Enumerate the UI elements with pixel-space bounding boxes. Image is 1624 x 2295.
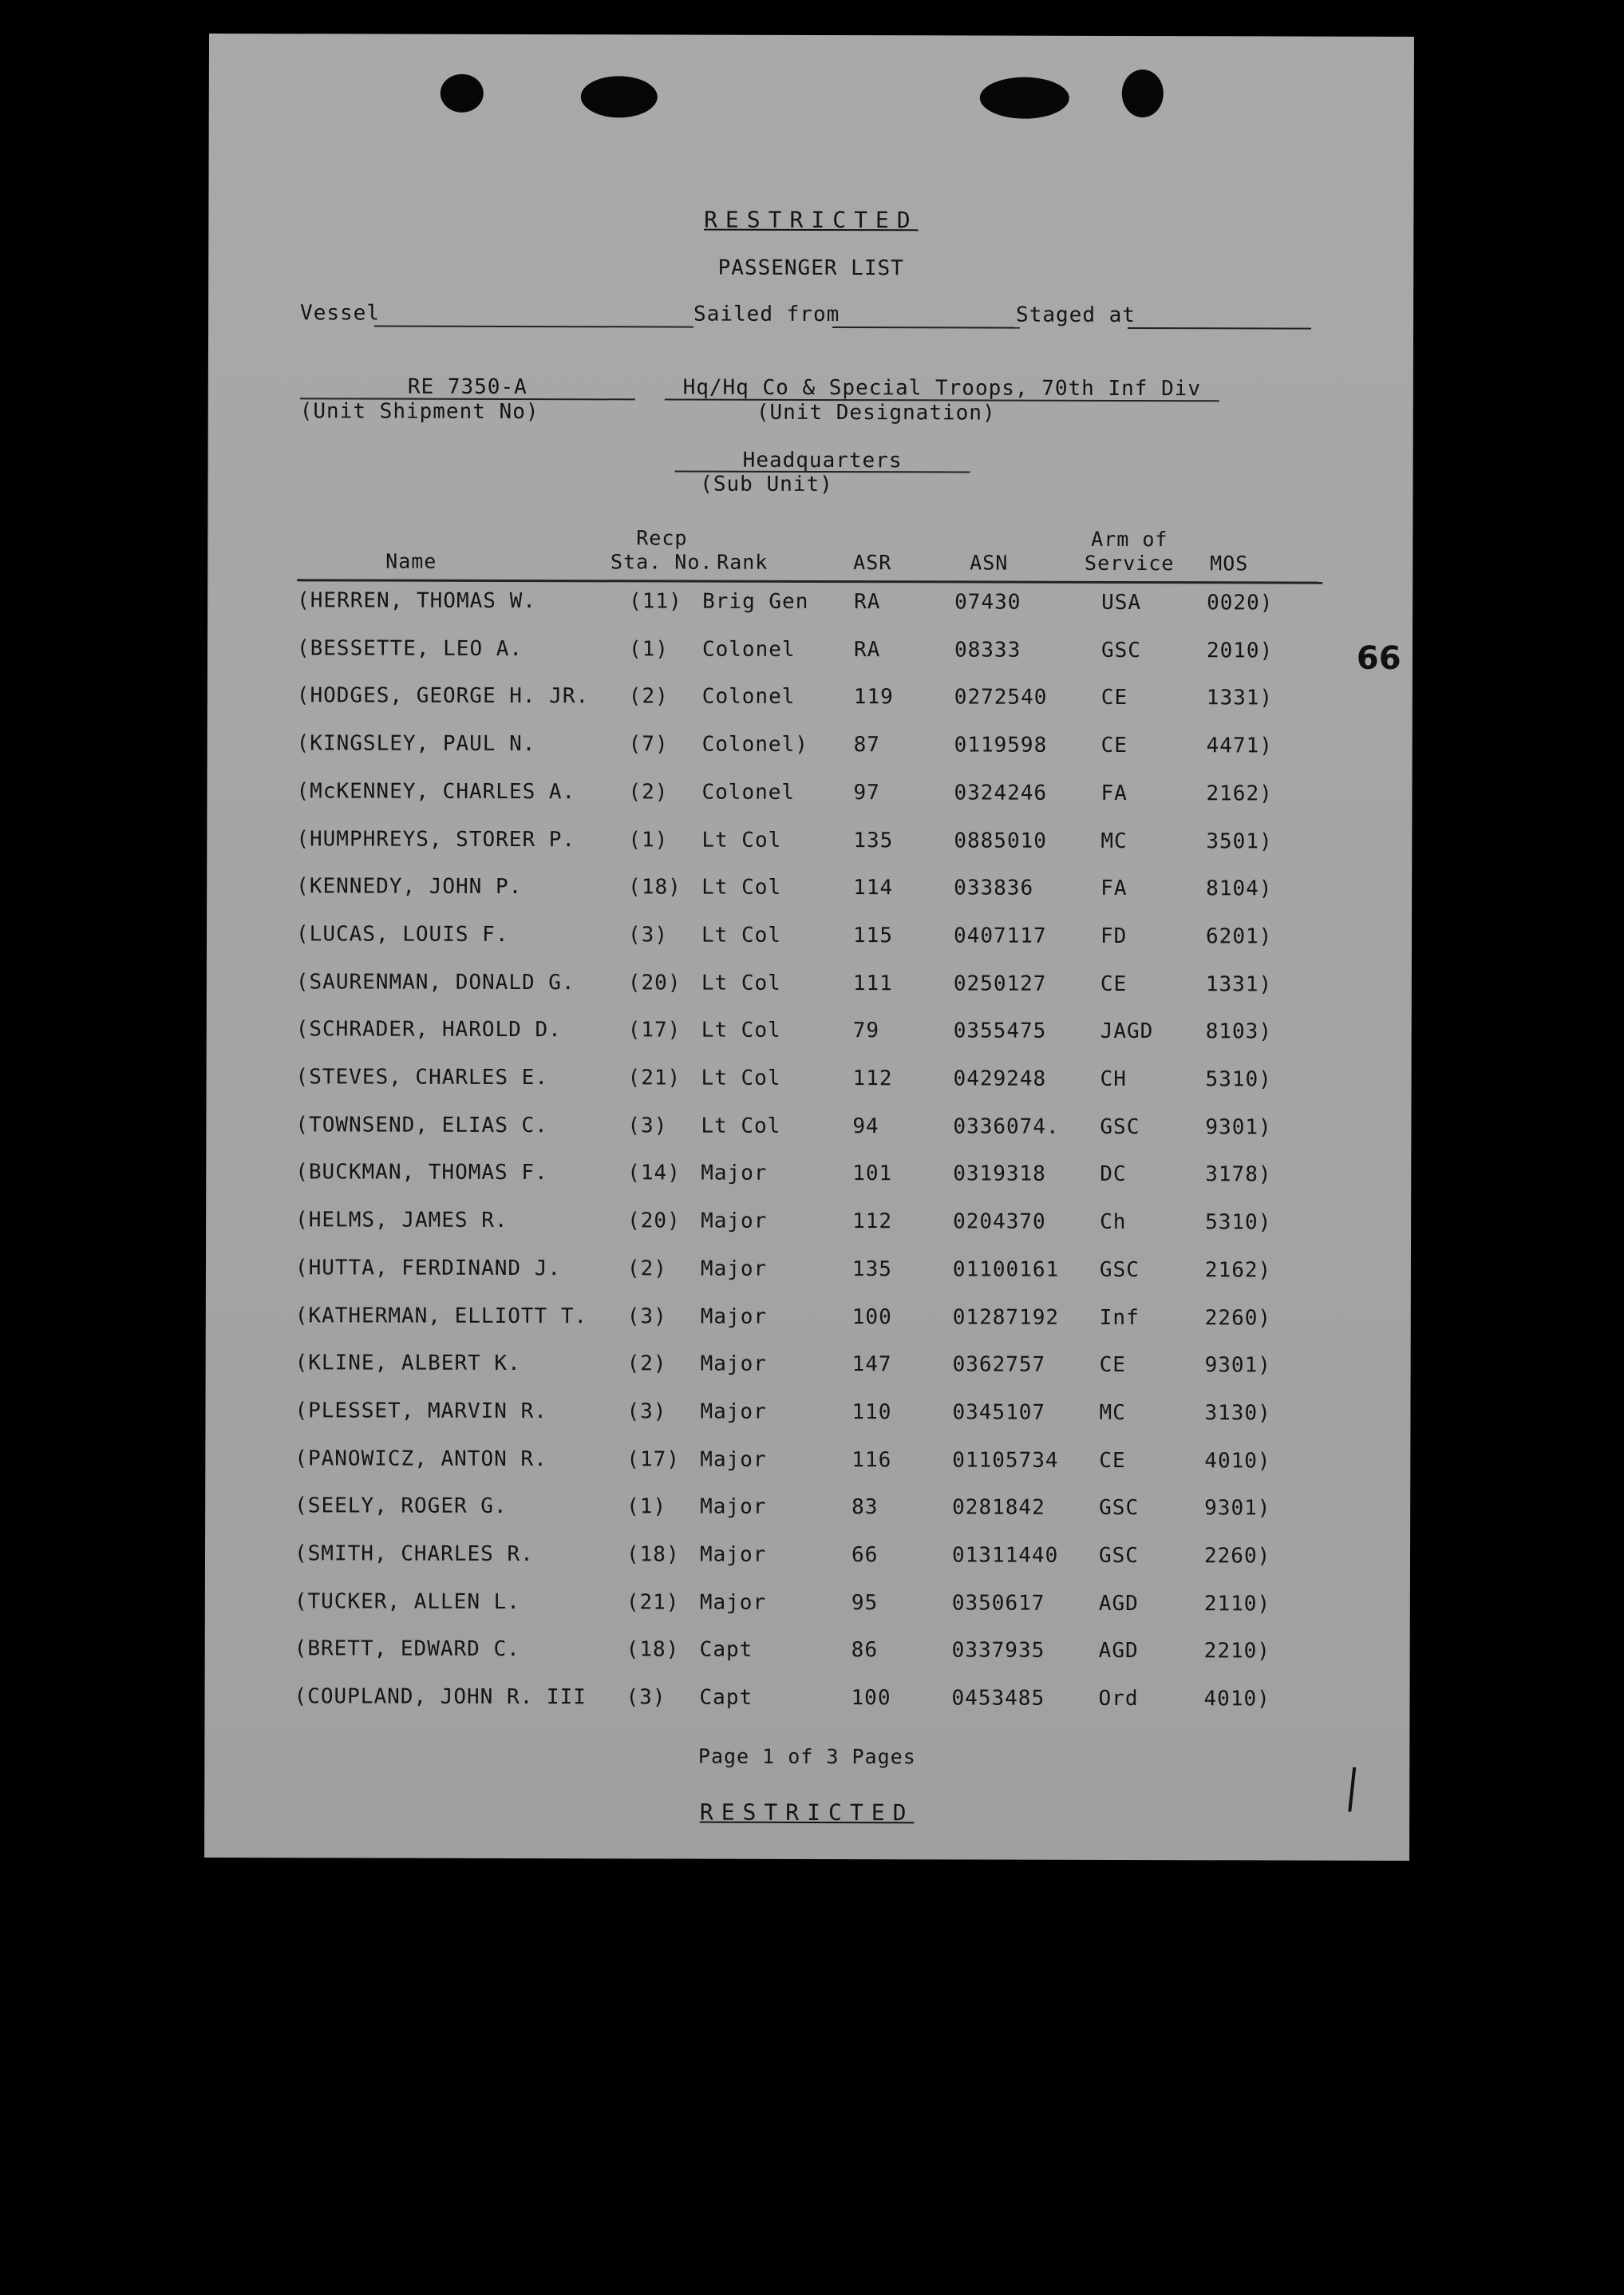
cell-name: (HODGES, GEORGE H. JR. xyxy=(296,683,590,709)
col-header-asr: ASR xyxy=(853,551,892,575)
cell-asr: 135 xyxy=(853,828,894,853)
cell-asr: 86 xyxy=(851,1638,879,1663)
cell-asn: 0407117 xyxy=(954,924,1047,948)
col-header-asn: ASN xyxy=(970,551,1009,575)
cell-asr: RA xyxy=(853,637,881,662)
table-row xyxy=(207,1065,1412,1100)
cell-rank: Major xyxy=(700,1304,768,1329)
cell-name: (KLINE, ALBERT K. xyxy=(294,1351,521,1376)
cell-arm: GSC xyxy=(1099,1496,1140,1521)
cell-mos: 8104) xyxy=(1206,876,1273,901)
unit-shipment-caption: (Unit Shipment No) xyxy=(299,399,539,425)
cell-arm: MC xyxy=(1099,1400,1126,1425)
cell-name: (TUCKER, ALLEN L. xyxy=(294,1589,521,1614)
table-row xyxy=(205,1541,1410,1577)
table-row xyxy=(206,1113,1411,1148)
unit-designation-caption: (Unit Designation) xyxy=(756,400,996,425)
table-row xyxy=(206,1351,1411,1386)
cell-arm: JAGD xyxy=(1100,1019,1154,1044)
col-header-mos: MOS xyxy=(1210,552,1249,576)
table-row xyxy=(207,826,1412,861)
cell-mos: 2260) xyxy=(1203,1544,1271,1569)
unit-designation: Hq/Hq Co & Special Troops, 70th Inf Div xyxy=(682,375,1202,402)
cell-asr: RA xyxy=(854,590,881,615)
cell-mos: 1331) xyxy=(1205,971,1273,997)
cell-arm: AGD xyxy=(1098,1591,1139,1616)
cell-asn: 01311440 xyxy=(951,1543,1059,1568)
cell-sta: (17) xyxy=(626,1446,680,1472)
cell-rank: Major xyxy=(700,1399,767,1424)
margin-page-number: 66 xyxy=(1356,639,1401,677)
cell-rank: Lt Col xyxy=(701,828,782,853)
document-page xyxy=(204,34,1414,1861)
cell-asr: 97 xyxy=(853,780,880,805)
cell-rank: Lt Col xyxy=(701,923,782,948)
cell-name: (McKENNEY, CHARLES A. xyxy=(296,779,576,805)
cell-name: (HELMS, JAMES R. xyxy=(295,1208,508,1233)
cell-sta: (2) xyxy=(628,780,669,805)
cell-name: (KENNEDY, JOHN P. xyxy=(296,874,523,900)
cell-asr: 66 xyxy=(851,1543,879,1568)
table-row xyxy=(205,1494,1410,1529)
cell-asr: 110 xyxy=(852,1400,892,1425)
cell-rank: Lt Col xyxy=(701,1018,781,1043)
table-row xyxy=(207,636,1413,671)
cell-asn: 0336074. xyxy=(953,1114,1060,1139)
cell-asn: 0350617 xyxy=(951,1591,1045,1616)
cell-name: (PANOWICZ, ANTON R. xyxy=(294,1446,547,1471)
cell-rank: Lt Col xyxy=(701,875,782,900)
cell-mos: 2162) xyxy=(1206,781,1273,806)
cell-mos: 4471) xyxy=(1206,734,1273,758)
cell-name: (SCHRADER, HAROLD D. xyxy=(295,1017,562,1043)
cell-mos: 2260) xyxy=(1204,1305,1272,1330)
cell-sta: (21) xyxy=(626,1590,680,1615)
cell-asr: 79 xyxy=(852,1019,880,1043)
cell-mos: 4010) xyxy=(1203,1687,1270,1711)
cell-asr: 87 xyxy=(853,733,881,758)
cell-rank: Major xyxy=(700,1256,768,1281)
table-row xyxy=(207,1017,1412,1052)
cell-arm: GSC xyxy=(1098,1543,1140,1569)
cell-rank: Colonel xyxy=(701,685,796,710)
cell-asn: 0355475 xyxy=(953,1019,1047,1044)
cell-arm: CE xyxy=(1100,971,1128,996)
cell-mos: 4010) xyxy=(1204,1448,1271,1474)
cell-asn: 0453485 xyxy=(951,1686,1045,1711)
cell-asn: 0272540 xyxy=(954,685,1048,710)
cell-rank: Colonel xyxy=(701,780,796,805)
document-title: PASSENGER LIST xyxy=(717,255,904,281)
cell-sta: (20) xyxy=(627,970,682,995)
cell-name: (BRETT, EDWARD C. xyxy=(294,1636,520,1662)
cell-asn: 0250127 xyxy=(953,971,1047,996)
cell-asr: 119 xyxy=(853,685,894,710)
table-row xyxy=(206,1208,1411,1243)
cell-name: (HERREN, THOMAS W. xyxy=(297,588,536,614)
cell-name: (TOWNSEND, ELIAS C. xyxy=(295,1112,548,1138)
cell-sta: (1) xyxy=(628,827,669,853)
cell-mos: 2110) xyxy=(1203,1591,1271,1616)
cell-mos: 2210) xyxy=(1203,1639,1271,1664)
cell-mos: 6201) xyxy=(1206,924,1273,949)
cell-name: (COUPLAND, JOHN R. III xyxy=(294,1684,587,1710)
cell-rank: Major xyxy=(701,1209,768,1233)
col-header-name: Name xyxy=(385,549,437,573)
cell-asn: 01105734 xyxy=(952,1448,1059,1473)
cell-sta: (14) xyxy=(627,1161,681,1185)
cell-asr: 111 xyxy=(852,971,893,995)
staged-at-label: Staged at xyxy=(1016,303,1136,328)
cell-arm: Ch xyxy=(1100,1210,1127,1235)
cell-sta: (2) xyxy=(626,1256,667,1281)
cell-name: (BUCKMAN, THOMAS F. xyxy=(295,1160,548,1185)
cell-sta: (1) xyxy=(626,1494,667,1519)
table-row xyxy=(206,1256,1411,1291)
cell-asr: 147 xyxy=(852,1352,892,1377)
table-row xyxy=(207,779,1412,814)
cell-asr: 95 xyxy=(851,1590,879,1615)
cell-arm: DC xyxy=(1100,1162,1127,1187)
cell-sta: (3) xyxy=(628,923,669,948)
cell-mos: 9301) xyxy=(1204,1496,1271,1521)
cell-sta: (3) xyxy=(626,1685,666,1710)
table-row xyxy=(207,970,1412,1005)
cell-sta: (17) xyxy=(627,1018,682,1043)
cell-rank: Major xyxy=(700,1351,767,1377)
cell-arm: FA xyxy=(1100,781,1128,805)
cell-arm: AGD xyxy=(1098,1639,1139,1664)
cell-name: (HUTTA, FERDINAND J. xyxy=(294,1256,562,1280)
cell-sta: (2) xyxy=(628,684,669,709)
sub-unit: Headquarters xyxy=(742,448,903,473)
cell-arm: GSC xyxy=(1100,1114,1140,1139)
cell-arm: CE xyxy=(1100,686,1128,710)
cell-arm: CE xyxy=(1099,1448,1126,1473)
cell-asn: 0281842 xyxy=(952,1495,1045,1521)
cell-rank: Major xyxy=(701,1161,768,1186)
sub-unit-caption: (Sub Unit) xyxy=(700,472,833,497)
cell-asn: 0204370 xyxy=(953,1209,1046,1234)
cell-sta: (18) xyxy=(628,875,682,900)
cell-name: (STEVES, CHARLES E. xyxy=(295,1065,549,1090)
cell-asr: 114 xyxy=(853,876,894,900)
cell-asn: 0345107 xyxy=(952,1400,1046,1425)
cell-mos: 9301) xyxy=(1205,1114,1272,1140)
cell-arm: Inf xyxy=(1099,1305,1140,1330)
table-row xyxy=(207,588,1413,623)
cell-sta: (3) xyxy=(627,1114,668,1138)
cell-name: (SMITH, CHARLES R. xyxy=(294,1541,534,1567)
restricted-header: RESTRICTED xyxy=(704,206,919,234)
cell-sta: (18) xyxy=(626,1542,680,1567)
cell-arm: USA xyxy=(1101,590,1142,615)
cell-mos: 1331) xyxy=(1206,686,1274,710)
cell-mos: 5310) xyxy=(1205,1210,1272,1235)
table-row xyxy=(205,1636,1410,1672)
cell-asn: 01287192 xyxy=(952,1304,1060,1330)
cell-rank: Major xyxy=(699,1590,767,1615)
table-row xyxy=(207,922,1412,957)
table-row xyxy=(205,1399,1410,1434)
cell-arm: FD xyxy=(1100,924,1128,948)
table-row xyxy=(207,874,1412,909)
cell-mos: 2162) xyxy=(1204,1258,1272,1283)
table-row xyxy=(207,683,1413,718)
sailed-from-label: Sailed from xyxy=(693,302,840,327)
cell-arm: CE xyxy=(1099,1353,1126,1378)
cell-asn: 0429248 xyxy=(953,1066,1047,1091)
cell-rank: Major xyxy=(699,1542,767,1567)
table-row xyxy=(204,1684,1409,1719)
cell-asn: 0337935 xyxy=(951,1638,1045,1664)
cell-rank: Brig Gen xyxy=(702,589,809,614)
cell-mos: 3178) xyxy=(1205,1162,1272,1187)
unit-shipment-no: RE 7350-A xyxy=(407,374,528,400)
cell-asr: 100 xyxy=(851,1686,891,1711)
cell-sta: (3) xyxy=(626,1399,667,1424)
cell-sta: (18) xyxy=(626,1637,680,1662)
cell-arm: MC xyxy=(1100,829,1128,853)
cell-asr: 116 xyxy=(852,1447,892,1472)
cell-name: (KINGSLEY, PAUL N. xyxy=(296,731,536,757)
cell-rank: Lt Col xyxy=(701,1066,781,1090)
cell-asn: 0319318 xyxy=(953,1161,1046,1187)
cell-rank: Major xyxy=(700,1494,767,1520)
cell-mos: 3501) xyxy=(1206,829,1273,853)
cell-asr: 112 xyxy=(852,1209,893,1234)
cell-asn: 07430 xyxy=(954,590,1021,615)
cell-name: (LUCAS, LOUIS F. xyxy=(296,922,509,947)
cell-arm: GSC xyxy=(1099,1257,1140,1282)
cell-asn: 0324246 xyxy=(954,781,1048,805)
cell-arm: FA xyxy=(1100,876,1128,901)
cell-asr: 135 xyxy=(852,1256,892,1282)
cell-asn: 08333 xyxy=(954,638,1021,663)
cell-asr: 83 xyxy=(852,1495,879,1520)
cell-mos: 8103) xyxy=(1205,1019,1273,1044)
cell-asr: 115 xyxy=(853,924,894,948)
restricted-footer: RESTRICTED xyxy=(699,1798,915,1826)
cell-name: (BESSETTE, LEO A. xyxy=(296,635,524,661)
col-header-arm: Arm of Service xyxy=(1085,527,1175,576)
col-header-rank: Rank xyxy=(717,550,769,574)
cell-sta: (7) xyxy=(628,732,669,757)
cell-mos: 2010) xyxy=(1206,638,1274,663)
cell-rank: Lt Col xyxy=(701,1114,781,1138)
cell-arm: GSC xyxy=(1100,638,1141,663)
cell-name: (PLESSET, MARVIN R. xyxy=(294,1399,547,1424)
cell-asn: 0885010 xyxy=(954,828,1047,853)
cell-arm: CH xyxy=(1100,1066,1127,1092)
cell-name: (SAURENMAN, DONALD G. xyxy=(295,969,575,995)
vessel-label: Vessel xyxy=(300,301,381,326)
cell-sta: (1) xyxy=(628,637,669,662)
cell-asr: 101 xyxy=(852,1161,893,1186)
cell-asn: 0119598 xyxy=(954,733,1048,758)
cell-asn: 033836 xyxy=(954,876,1034,900)
cell-arm: CE xyxy=(1100,734,1128,758)
cell-asr: 100 xyxy=(852,1304,892,1329)
cell-mos: 9301) xyxy=(1204,1353,1271,1378)
cell-arm: Ord xyxy=(1098,1687,1139,1711)
cell-rank: Capt xyxy=(699,1638,753,1663)
cell-asr: 112 xyxy=(852,1066,893,1091)
cell-rank: Colonel xyxy=(701,637,796,662)
col-header-recp: Recp Sta. No. xyxy=(610,526,713,574)
cell-rank: Colonel) xyxy=(701,732,808,758)
cell-asr: 94 xyxy=(852,1114,879,1138)
cell-asn: 0362757 xyxy=(952,1352,1046,1377)
table-row xyxy=(206,1303,1411,1338)
cell-sta: (11) xyxy=(629,589,682,614)
cell-rank: Lt Col xyxy=(701,971,781,995)
table-row xyxy=(207,731,1413,766)
cell-sta: (20) xyxy=(627,1209,681,1233)
page-indicator: Page 1 of 3 Pages xyxy=(697,1744,916,1769)
cell-sta: (2) xyxy=(626,1351,667,1376)
cell-mos: 5310) xyxy=(1205,1067,1272,1092)
passenger-table xyxy=(204,34,1414,1861)
cell-rank: Major xyxy=(700,1447,767,1472)
table-row xyxy=(205,1589,1410,1624)
cell-mos: 0020) xyxy=(1207,591,1274,615)
cell-sta: (3) xyxy=(626,1304,667,1329)
cell-rank: Capt xyxy=(699,1685,753,1710)
table-row xyxy=(206,1160,1411,1195)
cell-name: (KATHERMAN, ELLIOTT T. xyxy=(294,1303,588,1328)
cell-name: (SEELY, ROGER G. xyxy=(294,1494,508,1519)
cell-asn: 01100161 xyxy=(952,1257,1060,1282)
cell-sta: (21) xyxy=(627,1066,682,1090)
cell-mos: 3130) xyxy=(1204,1401,1271,1426)
cell-name: (HUMPHREYS, STORER P. xyxy=(296,826,576,852)
table-row xyxy=(205,1446,1410,1482)
